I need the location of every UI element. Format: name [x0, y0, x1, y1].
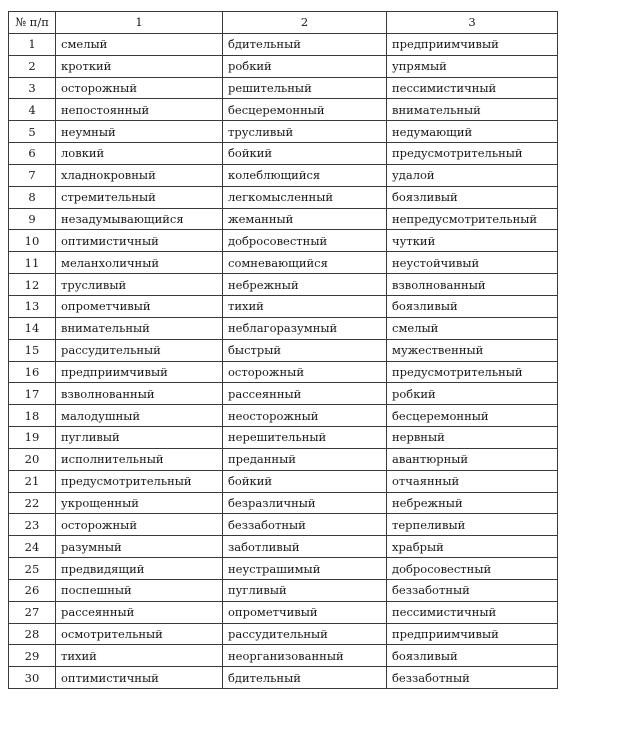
table-row — [9, 77, 558, 99]
document-page — [8, 11, 558, 689]
column-3-word: боязливый — [387, 295, 558, 317]
column-3-word: неустойчивый — [387, 252, 558, 274]
table-row — [9, 164, 558, 186]
column-2-word: сомневающийся — [223, 252, 387, 274]
table-body — [9, 33, 558, 688]
column-1-word: опрометчивый — [56, 295, 223, 317]
column-3-word: предусмотрительный — [387, 143, 558, 165]
row-number: 19 — [9, 427, 56, 449]
column-3-word: непредусмотрительный — [387, 208, 558, 230]
column-3-word: предприимчивый — [387, 623, 558, 645]
table-row — [9, 274, 558, 296]
column-2-word: бдительный — [223, 667, 387, 689]
table-row — [9, 601, 558, 623]
column-3-word: храбрый — [387, 536, 558, 558]
table-row — [9, 558, 558, 580]
column-2-word: неустрашимый — [223, 558, 387, 580]
column-1-word: предусмотрительный — [56, 470, 223, 492]
row-number: 9 — [9, 208, 56, 230]
row-number: 10 — [9, 230, 56, 252]
column-3-word: робкий — [387, 383, 558, 405]
column-2-word: жеманный — [223, 208, 387, 230]
column-1-word: неумный — [56, 121, 223, 143]
column-3-word: авантюрный — [387, 448, 558, 470]
column-3-word: мужественный — [387, 339, 558, 361]
column-1-word: малодушный — [56, 405, 223, 427]
table-row — [9, 121, 558, 143]
row-number: 25 — [9, 558, 56, 580]
adjective-table — [8, 11, 558, 689]
column-3-word: отчаянный — [387, 470, 558, 492]
table-row — [9, 514, 558, 536]
column-2-word: легкомысленный — [223, 186, 387, 208]
column-2-word: робкий — [223, 55, 387, 77]
column-2-word: осторожный — [223, 361, 387, 383]
row-number: 4 — [9, 99, 56, 121]
column-3-word: боязливый — [387, 186, 558, 208]
column-1-word: непостоянный — [56, 99, 223, 121]
column-2-word: решительный — [223, 77, 387, 99]
column-2-word: тихий — [223, 295, 387, 317]
table-row — [9, 492, 558, 514]
row-number: 20 — [9, 448, 56, 470]
table-row — [9, 339, 558, 361]
column-3-word: недумающий — [387, 121, 558, 143]
column-1-word: поспешный — [56, 579, 223, 601]
column-1-word: пугливый — [56, 427, 223, 449]
column-1-word: предвидящий — [56, 558, 223, 580]
row-number: 14 — [9, 317, 56, 339]
table-row — [9, 623, 558, 645]
row-number: 23 — [9, 514, 56, 536]
column-3-word: пессимистичный — [387, 77, 558, 99]
row-number: 1 — [9, 33, 56, 55]
header-row-number: № п/п — [9, 12, 56, 34]
column-1-word: меланхоличный — [56, 252, 223, 274]
row-number: 29 — [9, 645, 56, 667]
column-2-word: бдительный — [223, 33, 387, 55]
column-2-word: пугливый — [223, 579, 387, 601]
column-2-word: рассеянный — [223, 383, 387, 405]
column-3-word: чуткий — [387, 230, 558, 252]
column-2-word: рассудительный — [223, 623, 387, 645]
row-number: 17 — [9, 383, 56, 405]
table-row — [9, 536, 558, 558]
column-1-word: оптимистичный — [56, 230, 223, 252]
row-number: 22 — [9, 492, 56, 514]
column-3-word: предусмотрительный — [387, 361, 558, 383]
column-1-word: укрощенный — [56, 492, 223, 514]
row-number: 5 — [9, 121, 56, 143]
column-2-word: добросовестный — [223, 230, 387, 252]
row-number: 13 — [9, 295, 56, 317]
column-2-word: неорганизованный — [223, 645, 387, 667]
table-row — [9, 230, 558, 252]
column-2-word: опрометчивый — [223, 601, 387, 623]
column-1-word: смелый — [56, 33, 223, 55]
column-1-word: осторожный — [56, 77, 223, 99]
column-1-word: исполнительный — [56, 448, 223, 470]
column-1-word: ловкий — [56, 143, 223, 165]
column-1-word: внимательный — [56, 317, 223, 339]
column-3-word: внимательный — [387, 99, 558, 121]
row-number: 16 — [9, 361, 56, 383]
column-1-word: осмотрительный — [56, 623, 223, 645]
header-column-1: 1 — [56, 12, 223, 34]
column-2-word: трусливый — [223, 121, 387, 143]
column-1-word: осторожный — [56, 514, 223, 536]
row-number: 28 — [9, 623, 56, 645]
column-1-word: разумный — [56, 536, 223, 558]
table-row — [9, 470, 558, 492]
table-row — [9, 143, 558, 165]
column-2-word: бесцеремонный — [223, 99, 387, 121]
table-header-row — [9, 12, 558, 34]
column-1-word: кроткий — [56, 55, 223, 77]
table-row — [9, 317, 558, 339]
table-row — [9, 55, 558, 77]
column-2-word: заботливый — [223, 536, 387, 558]
column-1-word: трусливый — [56, 274, 223, 296]
column-1-word: предприимчивый — [56, 361, 223, 383]
column-3-word: беззаботный — [387, 579, 558, 601]
column-2-word: неосторожный — [223, 405, 387, 427]
column-3-word: боязливый — [387, 645, 558, 667]
column-2-word: бойкий — [223, 470, 387, 492]
column-2-word: неблагоразумный — [223, 317, 387, 339]
row-number: 26 — [9, 579, 56, 601]
column-3-word: терпеливый — [387, 514, 558, 536]
column-2-word: бойкий — [223, 143, 387, 165]
table-row — [9, 405, 558, 427]
row-number: 7 — [9, 164, 56, 186]
column-2-word: нерешительный — [223, 427, 387, 449]
row-number: 21 — [9, 470, 56, 492]
table-row — [9, 427, 558, 449]
row-number: 15 — [9, 339, 56, 361]
row-number: 3 — [9, 77, 56, 99]
header-column-2: 2 — [223, 12, 387, 34]
table-row — [9, 645, 558, 667]
column-2-word: быстрый — [223, 339, 387, 361]
table-row — [9, 252, 558, 274]
table-row — [9, 448, 558, 470]
column-1-word: незадумывающийся — [56, 208, 223, 230]
column-2-word: небрежный — [223, 274, 387, 296]
row-number: 11 — [9, 252, 56, 274]
column-1-word: стремительный — [56, 186, 223, 208]
row-number: 24 — [9, 536, 56, 558]
column-2-word: преданный — [223, 448, 387, 470]
column-3-word: удалой — [387, 164, 558, 186]
column-3-word: нервный — [387, 427, 558, 449]
column-3-word: добросовестный — [387, 558, 558, 580]
column-1-word: рассудительный — [56, 339, 223, 361]
row-number: 2 — [9, 55, 56, 77]
row-number: 6 — [9, 143, 56, 165]
table-row — [9, 361, 558, 383]
column-1-word: тихий — [56, 645, 223, 667]
table-row — [9, 383, 558, 405]
column-3-word: упрямый — [387, 55, 558, 77]
row-number: 18 — [9, 405, 56, 427]
column-3-word: беззаботный — [387, 667, 558, 689]
column-1-word: оптимистичный — [56, 667, 223, 689]
table-row — [9, 667, 558, 689]
column-2-word: колеблющийся — [223, 164, 387, 186]
column-3-word: пессимистичный — [387, 601, 558, 623]
column-3-word: небрежный — [387, 492, 558, 514]
column-1-word: взволнованный — [56, 383, 223, 405]
column-2-word: беззаботный — [223, 514, 387, 536]
table-row — [9, 99, 558, 121]
column-2-word: безразличный — [223, 492, 387, 514]
row-number: 12 — [9, 274, 56, 296]
row-number: 27 — [9, 601, 56, 623]
table-row — [9, 208, 558, 230]
table-row — [9, 295, 558, 317]
table-row — [9, 186, 558, 208]
column-1-word: хладнокровный — [56, 164, 223, 186]
column-3-word: смелый — [387, 317, 558, 339]
row-number: 30 — [9, 667, 56, 689]
column-3-word: предприимчивый — [387, 33, 558, 55]
column-3-word: бесцеремонный — [387, 405, 558, 427]
column-3-word: взволнованный — [387, 274, 558, 296]
header-column-3: 3 — [387, 12, 558, 34]
table-row — [9, 33, 558, 55]
column-1-word: рассеянный — [56, 601, 223, 623]
table-row — [9, 579, 558, 601]
row-number: 8 — [9, 186, 56, 208]
